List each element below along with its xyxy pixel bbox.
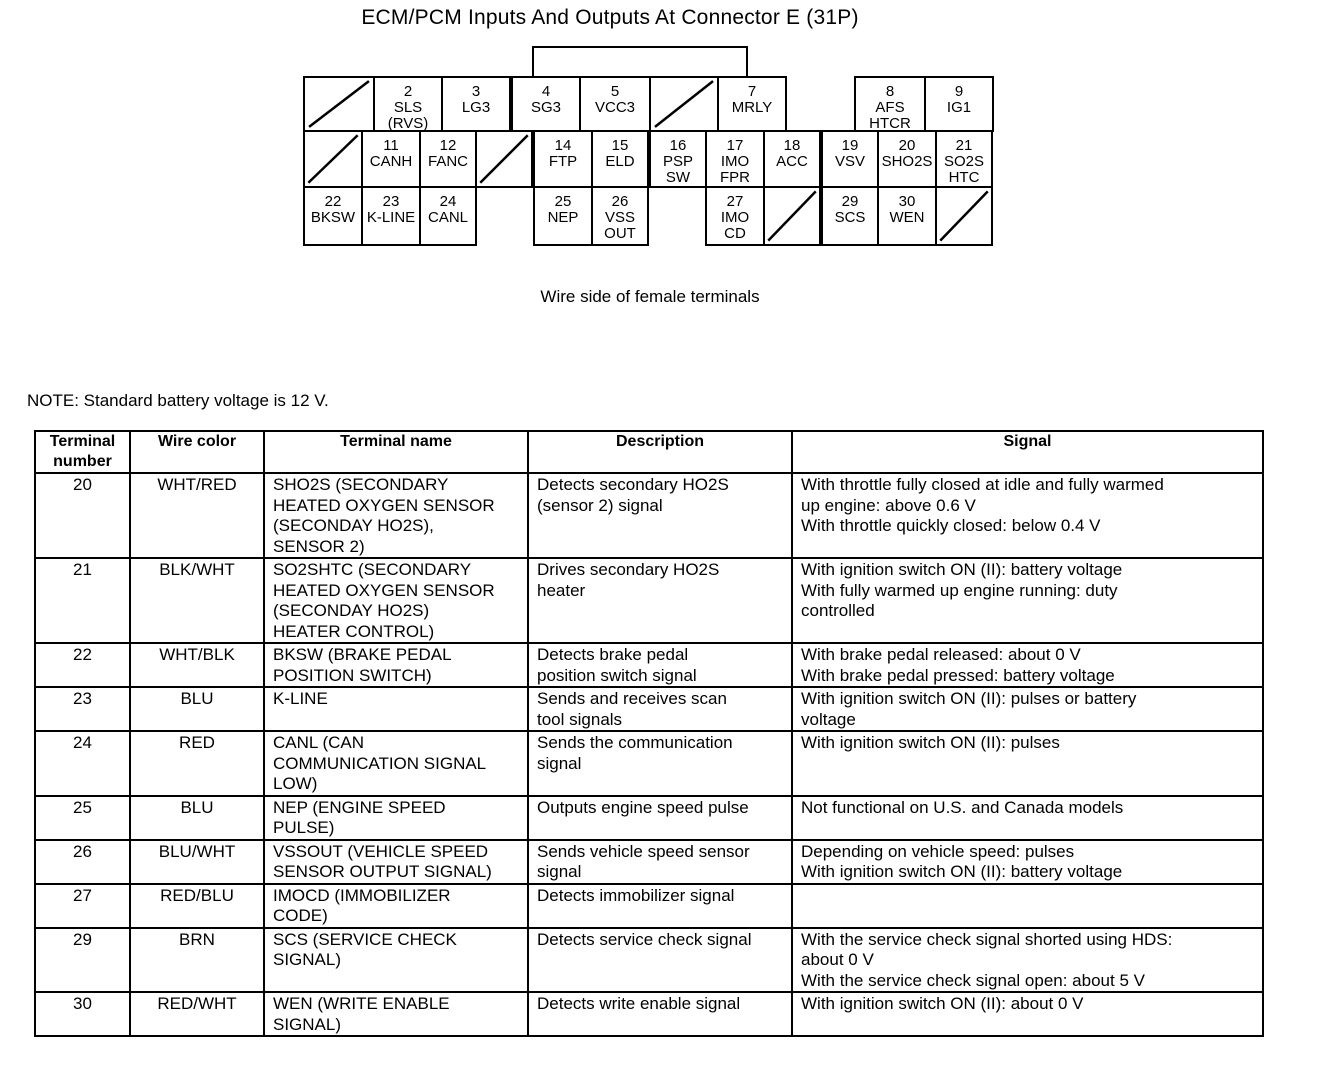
terminal-name-line: WEN (WRITE ENABLE xyxy=(273,994,450,1013)
terminal-label: BKSW xyxy=(310,209,356,226)
terminal-name-cell xyxy=(264,992,528,1036)
terminal-number: 21 xyxy=(955,137,973,154)
terminal-label: NEP xyxy=(547,209,579,226)
description-line: Sends and receives scan xyxy=(537,689,727,708)
terminal-name-line: HEATED OXYGEN SENSOR xyxy=(273,580,495,600)
wire-color-cell: RED/WHT xyxy=(130,992,264,1036)
terminal-name-cell xyxy=(264,840,528,884)
terminal-cell-22 xyxy=(303,186,363,246)
blank-slash-icon xyxy=(305,132,361,186)
wire-color-cell: BLU xyxy=(130,796,264,840)
terminal-label: CANH xyxy=(369,153,413,170)
description-line: Sends vehicle speed sensor xyxy=(537,841,750,861)
terminal-cell-2 xyxy=(373,76,443,132)
terminal-cell-23 xyxy=(361,186,421,246)
terminal-cell-18 xyxy=(763,130,821,188)
terminal-number-cell: 26 xyxy=(35,840,130,884)
blank-slash-icon xyxy=(651,78,717,130)
terminal-number: 27 xyxy=(726,193,744,210)
terminal-name-line: SIGNAL) xyxy=(273,1014,342,1034)
signal-line: With brake pedal released: about 0 V xyxy=(801,645,1081,664)
terminal-cell-14 xyxy=(533,130,593,188)
terminal-cell-12 xyxy=(419,130,477,188)
terminal-number: 12 xyxy=(439,137,457,154)
terminal-number: 9 xyxy=(954,83,964,100)
page-title: ECM/PCM Inputs And Outputs At Connector E (31P) xyxy=(361,6,859,29)
signal-line: With throttle quickly closed: below 0.4 V xyxy=(801,516,1101,535)
terminal-label-2: CD xyxy=(724,225,746,242)
signal-line: With ignition switch ON (II): pulses xyxy=(801,733,1060,752)
signal-line: Not functional on U.S. and Canada models xyxy=(801,797,1124,817)
terminal-name-cell xyxy=(264,928,528,993)
description-line: position switch signal xyxy=(537,665,697,685)
terminal-number-cell: 23 xyxy=(35,687,130,731)
connector-diagram xyxy=(0,0,1328,260)
terminal-number: 29 xyxy=(841,193,859,210)
terminal-number: 23 xyxy=(382,193,400,210)
signal-line: Depending on vehicle speed: pulses xyxy=(801,841,1075,861)
terminal-cell-26 xyxy=(591,186,649,246)
description-line: Sends the communication xyxy=(537,733,733,752)
terminal-name-line: SENSOR 2) xyxy=(273,536,365,556)
terminal-name-line: SO2SHTC (SECONDARY xyxy=(273,560,472,579)
terminal-name-line: CANL (CAN xyxy=(273,733,364,752)
terminal-cell-9 xyxy=(924,76,994,132)
header-signal: Signal xyxy=(792,431,1263,473)
terminal-number-cell: 24 xyxy=(35,731,130,796)
signal-cell xyxy=(792,840,1263,884)
terminal-cell-7 xyxy=(717,76,787,132)
terminal-label: ELD xyxy=(605,153,635,170)
terminal-cell-25 xyxy=(533,186,593,246)
header-description: Description xyxy=(528,431,792,473)
terminal-cell-15 xyxy=(591,130,649,188)
terminal-name-line: LOW) xyxy=(273,774,318,793)
signal-line: With ignition switch ON (II): about 0 V xyxy=(801,994,1084,1013)
terminal-cell-blank xyxy=(303,76,375,132)
terminal-cell-24 xyxy=(419,186,477,246)
terminal-cell-4 xyxy=(511,76,581,132)
description-cell xyxy=(528,687,792,731)
terminal-name-line: BKSW (BRAKE PEDAL xyxy=(273,645,452,664)
signal-cell xyxy=(792,992,1263,1036)
terminal-number: 11 xyxy=(383,137,399,154)
terminal-label: SG3 xyxy=(530,99,561,116)
terminal-number: 4 xyxy=(541,83,551,100)
blank-slash-icon xyxy=(937,188,991,244)
signal-line: With ignition switch ON (II): pulses or battery xyxy=(801,689,1137,708)
terminal-number: 22 xyxy=(324,193,342,210)
wire-color-cell: BLU/WHT xyxy=(130,840,264,884)
terminal-label: VSS xyxy=(604,209,635,226)
description-line: Detects brake pedal xyxy=(537,645,689,664)
wire-color-cell: BLK/WHT xyxy=(130,558,264,643)
terminal-number: 14 xyxy=(554,137,572,154)
table-header-row xyxy=(35,431,1263,473)
terminal-label: SO2S xyxy=(943,153,985,170)
terminal-label-2: (RVS) xyxy=(387,115,429,132)
terminal-label-2: SW xyxy=(665,169,691,186)
signal-line: controlled xyxy=(801,601,875,620)
wire-color-cell: BLU xyxy=(130,687,264,731)
terminal-name-line: POSITION SWITCH) xyxy=(273,665,432,685)
terminal-cell-21 xyxy=(935,130,993,188)
terminal-cell-30 xyxy=(877,186,937,246)
terminal-label: FANC xyxy=(427,153,468,170)
signal-line: With fully warmed up engine running: duty xyxy=(801,580,1118,600)
terminal-number-cell: 21 xyxy=(35,558,130,643)
terminal-name-line: SENSOR OUTPUT SIGNAL) xyxy=(273,862,492,881)
terminal-label: VSV xyxy=(834,153,865,170)
terminal-label: IMO xyxy=(720,209,750,226)
description-line: Detects write enable signal xyxy=(537,994,741,1013)
description-cell xyxy=(528,840,792,884)
table-row xyxy=(35,643,1263,687)
terminal-number: 16 xyxy=(669,137,687,154)
terminal-label-2: FPR xyxy=(720,169,750,186)
battery-note: NOTE: Standard battery voltage is 12 V. xyxy=(27,391,329,410)
description-cell xyxy=(528,992,792,1036)
description-cell xyxy=(528,884,792,928)
table-row xyxy=(35,840,1263,884)
terminal-name-cell xyxy=(264,687,528,731)
terminal-name-line: HEATED OXYGEN SENSOR xyxy=(273,495,495,515)
signal-line: With ignition switch ON (II): battery voltage xyxy=(801,560,1123,579)
terminal-name-cell xyxy=(264,473,528,558)
description-cell xyxy=(528,558,792,643)
header-wire-color: Wire color xyxy=(130,431,264,473)
signal-cell xyxy=(792,687,1263,731)
description-line: tool signals xyxy=(537,709,623,729)
terminal-label: SCS xyxy=(834,209,866,226)
table-row xyxy=(35,687,1263,731)
terminal-cell-blank xyxy=(303,130,363,188)
terminal-name-line: (SECONDAY HO2S) xyxy=(273,601,430,620)
terminal-name-line: SIGNAL) xyxy=(273,950,342,969)
terminal-number-cell: 29 xyxy=(35,928,130,993)
terminal-number: 2 xyxy=(403,83,413,100)
table-row xyxy=(35,928,1263,993)
terminal-label: ACC xyxy=(776,153,808,170)
signal-cell xyxy=(792,558,1263,643)
terminal-cell-11 xyxy=(361,130,421,188)
signal-line: about 0 V xyxy=(801,950,874,969)
terminal-name-line: SCS (SERVICE CHECK xyxy=(273,929,457,949)
description-cell xyxy=(528,796,792,840)
terminal-cell-17 xyxy=(705,130,765,188)
terminal-number: 18 xyxy=(783,137,801,154)
signal-cell xyxy=(792,884,1263,928)
terminal-number: 26 xyxy=(611,193,629,210)
terminal-name-line: HEATER CONTROL) xyxy=(273,621,435,641)
terminal-label: PSP xyxy=(662,153,693,170)
blank-slash-icon xyxy=(765,188,819,244)
table-row xyxy=(35,884,1263,928)
description-line: Outputs engine speed pulse xyxy=(537,797,749,817)
terminal-number: 3 xyxy=(471,83,481,100)
description-cell xyxy=(528,731,792,796)
terminal-cell-8 xyxy=(854,76,926,132)
terminal-cell-blank xyxy=(935,186,993,246)
terminal-number-cell: 30 xyxy=(35,992,130,1036)
terminal-label: AFS xyxy=(875,99,905,116)
description-line: Drives secondary HO2S xyxy=(537,560,720,579)
terminal-number: 25 xyxy=(554,193,572,210)
terminal-name-line: (SECONDAY HO2S), xyxy=(273,516,434,535)
signal-line: voltage xyxy=(801,709,856,729)
terminal-cell-16 xyxy=(649,130,707,188)
table-row xyxy=(35,473,1263,558)
terminal-number: 7 xyxy=(747,83,757,100)
terminal-number-cell: 25 xyxy=(35,796,130,840)
terminal-cell-blank xyxy=(763,186,821,246)
terminal-name-cell xyxy=(264,558,528,643)
terminal-name-line: NEP (ENGINE SPEED xyxy=(273,797,446,817)
signal-line: With the service check signal open: about 5 V xyxy=(801,970,1145,990)
wire-color-cell: RED xyxy=(130,731,264,796)
terminal-label: SLS xyxy=(393,99,423,116)
blank-slash-icon xyxy=(477,132,531,186)
terminal-number: 30 xyxy=(898,193,916,210)
description-cell xyxy=(528,643,792,687)
terminal-name-cell xyxy=(264,884,528,928)
terminal-number: 17 xyxy=(726,137,744,154)
terminal-number: 20 xyxy=(898,137,916,154)
terminal-name-line: K-LINE xyxy=(273,689,328,708)
terminal-number: 5 xyxy=(610,83,620,100)
terminal-cell-29 xyxy=(821,186,879,246)
description-line: signal xyxy=(537,753,582,773)
table-row xyxy=(35,992,1263,1036)
terminal-number-cell: 22 xyxy=(35,643,130,687)
terminal-cell-3 xyxy=(441,76,511,132)
terminal-number: 19 xyxy=(841,137,859,154)
terminal-label: MRLY xyxy=(731,99,773,116)
terminal-number-cell: 27 xyxy=(35,884,130,928)
signal-line: With brake pedal pressed: battery voltage xyxy=(801,665,1115,685)
terminal-name-line: COMMUNICATION SIGNAL xyxy=(273,753,487,773)
terminal-name-line: IMOCD (IMMOBILIZER xyxy=(273,885,451,905)
signal-cell xyxy=(792,796,1263,840)
terminal-cell-27 xyxy=(705,186,765,246)
header-terminal-number: Terminal number xyxy=(35,431,130,473)
terminal-number-cell: 20 xyxy=(35,473,130,558)
terminal-name-line: VSSOUT (VEHICLE SPEED xyxy=(273,841,489,861)
terminal-number: 24 xyxy=(439,193,457,210)
description-line: Detects secondary HO2S xyxy=(537,475,729,494)
terminal-label-2: OUT xyxy=(604,225,636,242)
terminal-name-line: CODE) xyxy=(273,906,328,925)
terminal-label-2: HTCR xyxy=(869,115,911,132)
terminal-name-line: SHO2S (SECONDARY xyxy=(273,475,449,494)
description-line: (sensor 2) signal xyxy=(537,495,663,515)
terminal-label: IMO xyxy=(720,153,750,170)
terminal-label: IG1 xyxy=(946,99,972,116)
terminal-name-cell xyxy=(264,731,528,796)
terminal-cell-20 xyxy=(877,130,937,188)
table-row xyxy=(35,731,1263,796)
terminal-label: LG3 xyxy=(461,99,491,116)
terminal-number: 8 xyxy=(885,83,895,100)
signal-cell xyxy=(792,928,1263,993)
terminal-name-cell xyxy=(264,643,528,687)
signal-cell xyxy=(792,473,1263,558)
terminal-cell-5 xyxy=(579,76,651,132)
wire-color-cell: RED/BLU xyxy=(130,884,264,928)
signal-cell xyxy=(792,643,1263,687)
signal-cell xyxy=(792,731,1263,796)
wire-color-cell: BRN xyxy=(130,928,264,993)
description-line: heater xyxy=(537,580,586,600)
terminal-cell-19 xyxy=(821,130,879,188)
connector-caption: Wire side of female terminals xyxy=(540,287,760,306)
wire-color-cell: WHT/RED xyxy=(130,473,264,558)
terminal-name-line: PULSE) xyxy=(273,818,335,837)
terminal-cell-blank xyxy=(649,76,719,132)
blank-slash-icon xyxy=(305,78,373,130)
terminal-label: VCC3 xyxy=(594,99,635,116)
signal-line: up engine: above 0.6 V xyxy=(801,495,976,515)
terminal-cell-blank xyxy=(475,130,533,188)
terminal-label: CANL xyxy=(427,209,468,226)
wire-color-cell: WHT/BLK xyxy=(130,643,264,687)
terminal-signal-table xyxy=(34,430,1264,1037)
table-row xyxy=(35,558,1263,643)
terminal-label: FTP xyxy=(548,153,578,170)
terminal-label: K-LINE xyxy=(366,209,416,226)
description-cell xyxy=(528,928,792,993)
terminal-label-2: HTC xyxy=(948,169,980,186)
signal-line: With ignition switch ON (II): battery voltage xyxy=(801,862,1123,881)
description-line: Detects immobilizer signal xyxy=(537,885,735,905)
terminal-number: 15 xyxy=(611,137,629,154)
terminal-name-cell xyxy=(264,796,528,840)
terminal-label: WEN xyxy=(889,209,925,226)
table-row xyxy=(35,796,1263,840)
description-line: signal xyxy=(537,862,582,881)
signal-line: With the service check signal shorted using HDS: xyxy=(801,929,1173,949)
header-terminal-name: Terminal name xyxy=(264,431,528,473)
description-cell xyxy=(528,473,792,558)
signal-line: With throttle fully closed at idle and fully warmed xyxy=(801,475,1164,494)
description-line: Detects service check signal xyxy=(537,929,752,949)
terminal-label: SHO2S xyxy=(881,153,933,170)
